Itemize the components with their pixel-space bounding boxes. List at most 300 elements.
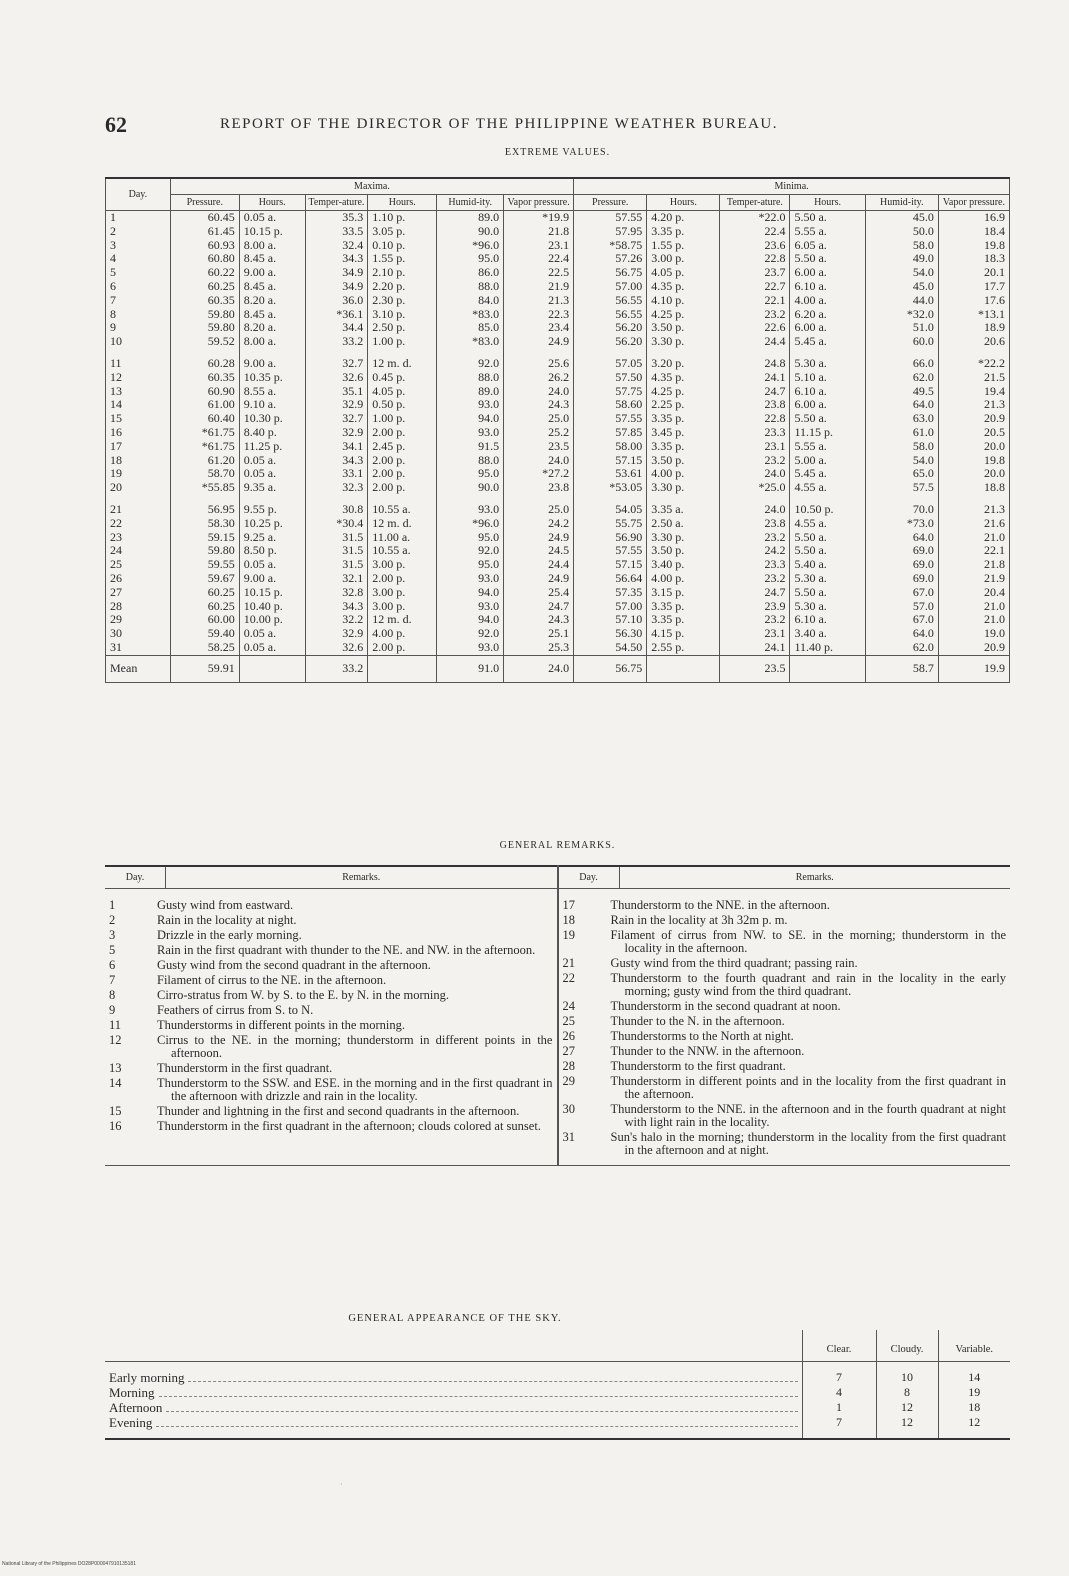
value-cell: 2.00 p. [368, 467, 437, 481]
value-cell: 95.0 [437, 558, 504, 572]
value-cell: 9.10 a. [239, 398, 305, 412]
value-cell: 24.2 [720, 544, 790, 558]
sky-count: 4 [802, 1385, 876, 1400]
value-cell: 23.1 [720, 627, 790, 641]
value-cell: 57.15 [574, 454, 647, 468]
value-cell: 60.90 [170, 385, 239, 399]
value-cell: 35.3 [305, 211, 368, 225]
value-cell: 59.80 [170, 544, 239, 558]
value-cell: 5.30 a. [790, 600, 865, 614]
remark-item [109, 1034, 553, 1060]
value-cell: 56.55 [574, 294, 647, 308]
value-cell: *30.4 [305, 517, 368, 531]
value-cell: 18.8 [938, 481, 1009, 495]
value-cell: *36.1 [305, 308, 368, 322]
mean-cell: 23.5 [720, 655, 790, 682]
value-cell: 4.55 a. [790, 481, 865, 495]
table-row [106, 495, 1010, 517]
remark-text: Thunderstorm to the NNE. in the afternoon and in the fourth quadrant at night with light rain in the locality. [610, 1102, 1006, 1129]
day-cell: 1 [106, 211, 171, 225]
value-cell: 23.9 [720, 600, 790, 614]
value-cell: 6.10 a. [790, 385, 865, 399]
scan-footer: National Library of the Philippines DO28P000047910135181 [2, 1561, 136, 1567]
value-cell: 2.25 p. [647, 398, 720, 412]
value-cell: *58.75 [574, 239, 647, 253]
value-cell: 53.61 [574, 467, 647, 481]
remark-item [109, 944, 553, 957]
column-header: Hours. [647, 195, 720, 211]
value-cell: 6.00 a. [790, 266, 865, 280]
value-cell: 22.4 [504, 252, 574, 266]
sky-title: GENERAL APPEARANCE OF THE SKY. [348, 1313, 562, 1324]
remark-text: Rain in the locality at night. [157, 913, 297, 927]
sky-count: 12 [938, 1415, 1010, 1439]
day-cell: 17 [106, 440, 171, 454]
table-row [106, 398, 1010, 412]
value-cell: 22.4 [720, 225, 790, 239]
value-cell: 88.0 [437, 371, 504, 385]
sky-count: 8 [876, 1385, 938, 1400]
value-cell: 3.35 p. [647, 412, 720, 426]
remark-item [563, 1075, 1007, 1101]
value-cell: *25.0 [720, 481, 790, 495]
mean-cell: 58.7 [865, 655, 938, 682]
remark-text: Cirrus to the NE. in the morning; thunderstorm in different points in the afternoon. [157, 1033, 553, 1060]
value-cell: 22.5 [504, 266, 574, 280]
value-cell: 23.8 [720, 517, 790, 531]
value-cell: 57.95 [574, 225, 647, 239]
day-cell: 26 [106, 572, 171, 586]
value-cell: 54.05 [574, 495, 647, 517]
value-cell: 4.00 p. [647, 467, 720, 481]
table-row [106, 627, 1010, 641]
value-cell: 12 m. d. [368, 517, 437, 531]
value-cell: 20.5 [938, 426, 1009, 440]
value-cell: 61.0 [865, 426, 938, 440]
sky-appearance-table [105, 1330, 1010, 1440]
column-header: Humid-ity. [865, 195, 938, 211]
value-cell: 60.25 [170, 280, 239, 294]
mean-cell: 24.0 [504, 655, 574, 682]
value-cell: 6.00 a. [790, 321, 865, 335]
value-cell: 69.0 [865, 558, 938, 572]
value-cell: 24.7 [720, 586, 790, 600]
value-cell: 91.5 [437, 440, 504, 454]
sky-body [105, 1362, 1010, 1440]
value-cell: 23.2 [720, 454, 790, 468]
value-cell: 94.0 [437, 613, 504, 627]
value-cell: 4.25 p. [647, 308, 720, 322]
value-cell: 10.55 a. [368, 495, 437, 517]
value-cell: 24.7 [504, 600, 574, 614]
remarks-header-remarks-right: Remarks. [619, 866, 1010, 889]
value-cell: 32.2 [305, 613, 368, 627]
table-row [106, 454, 1010, 468]
value-cell: 62.0 [865, 371, 938, 385]
value-cell: 5.50 a. [790, 252, 865, 266]
value-cell: 2.00 p. [368, 481, 437, 495]
value-cell: 5.50 a. [790, 412, 865, 426]
value-cell: 32.1 [305, 572, 368, 586]
page-header [105, 112, 965, 142]
value-cell: 20.1 [938, 266, 1009, 280]
value-cell: 25.0 [504, 412, 574, 426]
remark-item [563, 1103, 1007, 1129]
value-cell: *55.85 [170, 481, 239, 495]
day-cell: 23 [106, 531, 171, 545]
day-cell: 29 [106, 613, 171, 627]
value-cell: 23.3 [720, 558, 790, 572]
value-cell: 56.90 [574, 531, 647, 545]
value-cell: 0.05 a. [239, 558, 305, 572]
value-cell: 93.0 [437, 572, 504, 586]
leader-dots [166, 1401, 797, 1412]
remark-item [109, 959, 553, 972]
value-cell: 58.0 [865, 440, 938, 454]
value-cell: 11.15 p. [790, 426, 865, 440]
remark-item [563, 972, 1007, 998]
value-cell: 65.0 [865, 467, 938, 481]
value-cell: 59.52 [170, 335, 239, 349]
value-cell: 33.1 [305, 467, 368, 481]
value-cell: 21.3 [938, 495, 1009, 517]
day-cell: 14 [106, 398, 171, 412]
value-cell: 56.95 [170, 495, 239, 517]
value-cell: 60.25 [170, 600, 239, 614]
column-header: Vapor pressure. [504, 195, 574, 211]
remark-day: 26 [562, 1029, 575, 1043]
value-cell: 32.7 [305, 349, 368, 371]
value-cell: 23.1 [720, 440, 790, 454]
value-cell: 32.8 [305, 586, 368, 600]
value-cell: 67.0 [865, 613, 938, 627]
value-cell: 0.05 a. [239, 627, 305, 641]
remark-text: Thunderstorm to the SSW. and ESE. in the morning and in the first quadrant in the afternoon with drizzle and rain in the locality. [157, 1076, 553, 1103]
value-cell: 54.0 [865, 266, 938, 280]
value-cell: *53.05 [574, 481, 647, 495]
value-cell: *19.9 [504, 211, 574, 225]
sky-count: 10 [876, 1362, 938, 1386]
remark-item [109, 1019, 553, 1032]
value-cell: 4.05 p. [368, 385, 437, 399]
value-cell: 60.40 [170, 412, 239, 426]
sky-row-label: Morning [109, 1385, 155, 1400]
value-cell: 95.0 [437, 531, 504, 545]
remark-text: Thunderstorms in different points in the morning. [157, 1018, 405, 1032]
value-cell: 60.22 [170, 266, 239, 280]
remark-item [109, 899, 553, 912]
value-cell: 23.8 [720, 398, 790, 412]
value-cell: 3.35 p. [647, 225, 720, 239]
value-cell: 23.3 [720, 426, 790, 440]
remark-text: Gusty wind from eastward. [157, 898, 294, 912]
value-cell: 5.50 a. [790, 531, 865, 545]
value-cell: 18.9 [938, 321, 1009, 335]
value-cell: 94.0 [437, 586, 504, 600]
value-cell: 69.0 [865, 544, 938, 558]
value-cell: 94.0 [437, 412, 504, 426]
value-cell: 9.00 a. [239, 349, 305, 371]
table-row [106, 586, 1010, 600]
remark-day: 14 [109, 1076, 122, 1090]
remark-text: Thunderstorm to the NNE. in the afternoon. [610, 898, 830, 912]
value-cell: 4.25 p. [647, 385, 720, 399]
value-cell: 5.45 a. [790, 467, 865, 481]
value-cell: 3.20 p. [647, 349, 720, 371]
value-cell: 57.35 [574, 586, 647, 600]
value-cell: 8.45 a. [239, 280, 305, 294]
remark-day: 16 [109, 1119, 122, 1133]
value-cell: 69.0 [865, 572, 938, 586]
value-cell: *32.0 [865, 308, 938, 322]
value-cell: 57.26 [574, 252, 647, 266]
value-cell: 22.6 [720, 321, 790, 335]
value-cell: 34.9 [305, 266, 368, 280]
remark-item [563, 1060, 1007, 1073]
mean-cell [239, 655, 305, 682]
value-cell: 3.50 p. [647, 321, 720, 335]
sky-count: 19 [938, 1385, 1010, 1400]
value-cell: 60.35 [170, 294, 239, 308]
leader-dots [188, 1371, 797, 1382]
value-cell: 4.35 p. [647, 371, 720, 385]
value-cell: 1.55 p. [368, 252, 437, 266]
value-cell: 55.75 [574, 517, 647, 531]
value-cell: 3.50 p. [647, 454, 720, 468]
value-cell: 22.7 [720, 280, 790, 294]
remark-text: Thunderstorm to the first quadrant. [610, 1059, 786, 1073]
value-cell: 67.0 [865, 586, 938, 600]
value-cell: 6.00 a. [790, 398, 865, 412]
sky-row-label-wrap [109, 1370, 798, 1385]
remark-day: 27 [562, 1044, 575, 1058]
value-cell: 9.25 a. [239, 531, 305, 545]
value-cell: 24.5 [504, 544, 574, 558]
value-cell: 4.05 p. [647, 266, 720, 280]
day-cell: 24 [106, 544, 171, 558]
value-cell: 10.15 p. [239, 225, 305, 239]
value-cell: 0.05 a. [239, 454, 305, 468]
remark-day: 6 [109, 958, 116, 972]
value-cell: 23.2 [720, 308, 790, 322]
table-row [106, 572, 1010, 586]
value-cell: 56.64 [574, 572, 647, 586]
value-cell: *96.0 [437, 517, 504, 531]
value-cell: 5.55 a. [790, 225, 865, 239]
sky-row-label: Afternoon [109, 1400, 163, 1415]
table-row [106, 266, 1010, 280]
remark-text: Thunderstorms to the North at night. [610, 1029, 794, 1043]
value-cell: 59.80 [170, 321, 239, 335]
value-cell: 31.5 [305, 531, 368, 545]
remark-text: Filament of cirrus from NW. to SE. in the morning; thunderstorm in the locality in the afternoon. [610, 928, 1006, 955]
value-cell: 3.35 a. [647, 495, 720, 517]
sky-count: 7 [802, 1362, 876, 1386]
sky-row [105, 1385, 1010, 1400]
value-cell: *83.0 [437, 308, 504, 322]
value-cell: 5.10 a. [790, 371, 865, 385]
column-header: Hours. [368, 195, 437, 211]
value-cell: *13.1 [938, 308, 1009, 322]
value-cell: 60.80 [170, 252, 239, 266]
value-cell: 57.55 [574, 211, 647, 225]
remark-item [563, 929, 1007, 955]
remark-text: Rain in the first quadrant with thunder to the NE. and NW. in the afternoon. [157, 943, 536, 957]
value-cell: 58.25 [170, 641, 239, 655]
value-cell: 3.10 p. [368, 308, 437, 322]
value-cell: 24.7 [720, 385, 790, 399]
table-row [106, 531, 1010, 545]
day-cell: 20 [106, 481, 171, 495]
value-cell: *83.0 [437, 335, 504, 349]
value-cell: 84.0 [437, 294, 504, 308]
value-cell: 4.10 p. [647, 294, 720, 308]
value-cell: 50.0 [865, 225, 938, 239]
value-cell: 21.8 [504, 225, 574, 239]
table-row [106, 308, 1010, 322]
day-cell: 6 [106, 280, 171, 294]
value-cell: 24.0 [720, 467, 790, 481]
value-cell: 16.9 [938, 211, 1009, 225]
extreme-values-body [106, 211, 1010, 683]
value-cell: 57.15 [574, 558, 647, 572]
value-cell: 32.3 [305, 481, 368, 495]
value-cell: 24.0 [504, 454, 574, 468]
remark-day: 31 [562, 1130, 575, 1144]
day-cell: 15 [106, 412, 171, 426]
value-cell: 60.00 [170, 613, 239, 627]
header-maxima: Maxima. [170, 178, 573, 195]
value-cell: 93.0 [437, 641, 504, 655]
remark-day: 13 [109, 1061, 122, 1075]
sky-count: 14 [938, 1362, 1010, 1386]
value-cell: 89.0 [437, 385, 504, 399]
value-cell: *61.75 [170, 440, 239, 454]
value-cell: 3.35 p. [647, 613, 720, 627]
table-row [106, 211, 1010, 225]
day-cell: 11 [106, 349, 171, 371]
value-cell: 34.3 [305, 252, 368, 266]
value-cell: 10.15 p. [239, 586, 305, 600]
value-cell: 64.0 [865, 627, 938, 641]
value-cell: 66.0 [865, 349, 938, 371]
value-cell: 64.0 [865, 398, 938, 412]
value-cell: 56.55 [574, 308, 647, 322]
mean-cell [647, 655, 720, 682]
value-cell: 6.20 a. [790, 308, 865, 322]
value-cell: 60.0 [865, 335, 938, 349]
day-cell: 27 [106, 586, 171, 600]
value-cell: 25.2 [504, 426, 574, 440]
remarks-header-remarks-left: Remarks. [166, 866, 558, 889]
value-cell: 9.00 a. [239, 572, 305, 586]
value-cell: 3.35 p. [647, 440, 720, 454]
remark-text: Thunderstorm in the first quadrant in the afternoon; clouds colored at sunset. [157, 1119, 541, 1133]
mean-cell: 19.9 [938, 655, 1009, 682]
value-cell: 24.1 [720, 371, 790, 385]
value-cell: 32.6 [305, 641, 368, 655]
value-cell: 22.8 [720, 412, 790, 426]
sky-row-label-wrap [109, 1415, 798, 1430]
remark-item [563, 1015, 1007, 1028]
remark-day: 19 [562, 928, 575, 942]
value-cell: 62.0 [865, 641, 938, 655]
value-cell: 21.3 [938, 398, 1009, 412]
value-cell: 24.3 [504, 398, 574, 412]
value-cell: 11.25 p. [239, 440, 305, 454]
remark-text: Sun's halo in the morning; thunderstorm in the locality from the first quadrant in the afternoon and at night. [610, 1130, 1006, 1157]
sky-header-row [105, 1330, 1010, 1362]
value-cell: 90.0 [437, 225, 504, 239]
stray-mark: · [340, 1480, 343, 1489]
value-cell: 2.00 p. [368, 426, 437, 440]
value-cell: 57.50 [574, 371, 647, 385]
value-cell: 22.8 [720, 252, 790, 266]
value-cell: 24.1 [720, 641, 790, 655]
value-cell: 93.0 [437, 398, 504, 412]
table-row [106, 280, 1010, 294]
value-cell: 57.0 [865, 600, 938, 614]
value-cell: 93.0 [437, 426, 504, 440]
value-cell: 59.15 [170, 531, 239, 545]
value-cell: 92.0 [437, 349, 504, 371]
value-cell: 22.3 [504, 308, 574, 322]
value-cell: 92.0 [437, 627, 504, 641]
remark-day: 28 [562, 1059, 575, 1073]
remark-day: 17 [562, 898, 575, 912]
value-cell: 64.0 [865, 531, 938, 545]
value-cell: 32.6 [305, 371, 368, 385]
column-header: Hours. [239, 195, 305, 211]
value-cell: 21.9 [504, 280, 574, 294]
value-cell: 59.40 [170, 627, 239, 641]
value-cell: 45.0 [865, 280, 938, 294]
remarks-header-day-right: Day. [558, 866, 620, 889]
value-cell: 3.50 p. [647, 544, 720, 558]
remark-text: Cirro-stratus from W. by S. to the E. by N. in the morning. [157, 988, 449, 1002]
day-cell: 28 [106, 600, 171, 614]
value-cell: 3.00 p. [368, 586, 437, 600]
value-cell: 4.35 p. [647, 280, 720, 294]
value-cell: 56.75 [574, 266, 647, 280]
day-cell: 25 [106, 558, 171, 572]
remark-item [109, 1062, 553, 1075]
value-cell: 88.0 [437, 280, 504, 294]
value-cell: 19.8 [938, 239, 1009, 253]
value-cell: 8.55 a. [239, 385, 305, 399]
value-cell: 58.70 [170, 467, 239, 481]
value-cell: 34.3 [305, 600, 368, 614]
value-cell: 10.25 p. [239, 517, 305, 531]
value-cell: 10.35 p. [239, 371, 305, 385]
value-cell: 95.0 [437, 467, 504, 481]
value-cell: 25.0 [504, 495, 574, 517]
table-row [106, 239, 1010, 253]
value-cell: 30.8 [305, 495, 368, 517]
remark-item [563, 1045, 1007, 1058]
value-cell: 59.67 [170, 572, 239, 586]
value-cell: 57.05 [574, 349, 647, 371]
value-cell: 34.9 [305, 280, 368, 294]
value-cell: 2.20 p. [368, 280, 437, 294]
value-cell: 2.45 p. [368, 440, 437, 454]
value-cell: 3.00 p. [368, 558, 437, 572]
value-cell: 10.55 a. [368, 544, 437, 558]
sky-row [105, 1415, 1010, 1439]
header-minima: Minima. [574, 178, 1010, 195]
value-cell: 58.30 [170, 517, 239, 531]
value-cell: 5.50 a. [790, 544, 865, 558]
